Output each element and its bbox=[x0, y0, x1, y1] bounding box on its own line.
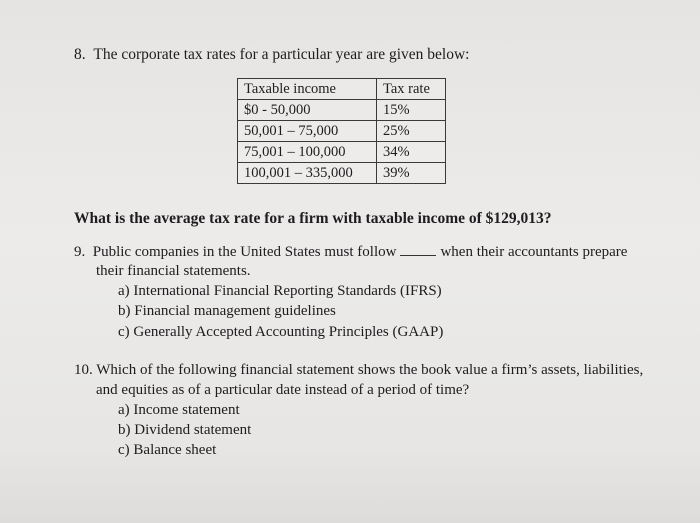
question-8-prompt bbox=[74, 46, 470, 64]
question-9-number: 9. bbox=[74, 244, 86, 260]
table-row bbox=[238, 100, 446, 121]
question-10-option-c: c) Balance sheet bbox=[118, 442, 217, 458]
table-header-row bbox=[238, 79, 446, 100]
answer-blank bbox=[400, 242, 436, 256]
income-bracket: 75,001 – 100,000 bbox=[238, 142, 377, 163]
tax-rate: 15% bbox=[377, 100, 446, 121]
question-10-text-line1: Which of the following financial statement shows the book value a firm’s assets, liabilities, bbox=[96, 362, 644, 378]
question-10-option-b: b) Dividend statement bbox=[118, 422, 252, 438]
header-tax-rate: Tax rate bbox=[377, 79, 446, 100]
question-10-option-a: a) Income statement bbox=[118, 402, 240, 418]
average-tax-question: What is the average tax rate for a firm with taxable income of $129,013? bbox=[74, 210, 552, 227]
question-8-text: The corporate tax rates for a particular year are given below: bbox=[93, 46, 470, 63]
tax-rate: 34% bbox=[377, 142, 446, 163]
tax-rate: 25% bbox=[377, 121, 446, 142]
question-9-text-part1: Public companies in the United States must follow bbox=[92, 244, 397, 260]
tax-rate-table bbox=[237, 78, 446, 184]
question-10-text-line2: and equities as of a particular date instead of a period of time? bbox=[96, 382, 470, 398]
question-9-text-part2: when their accountants prepare bbox=[440, 244, 628, 260]
question-9-option-c: c) Generally Accepted Accounting Principles (GAAP) bbox=[118, 324, 444, 340]
question-10-number: 10. bbox=[74, 362, 93, 378]
header-taxable-income: Taxable income bbox=[238, 79, 377, 100]
table-row bbox=[238, 121, 446, 142]
tax-rate: 39% bbox=[377, 163, 446, 184]
income-bracket: 50,001 – 75,000 bbox=[238, 121, 377, 142]
question-9-text-line2: their financial statements. bbox=[96, 263, 251, 279]
question-9-prompt bbox=[74, 242, 627, 261]
question-9-option-b: b) Financial management guidelines bbox=[118, 303, 336, 319]
income-bracket: 100,001 – 335,000 bbox=[238, 163, 377, 184]
question-10-prompt bbox=[74, 362, 643, 379]
table-row bbox=[238, 163, 446, 184]
question-8-number: 8. bbox=[74, 46, 86, 63]
question-9-option-a: a) International Financial Reporting Standards (IFRS) bbox=[118, 283, 442, 299]
table-row bbox=[238, 142, 446, 163]
income-bracket: $0 - 50,000 bbox=[238, 100, 377, 121]
